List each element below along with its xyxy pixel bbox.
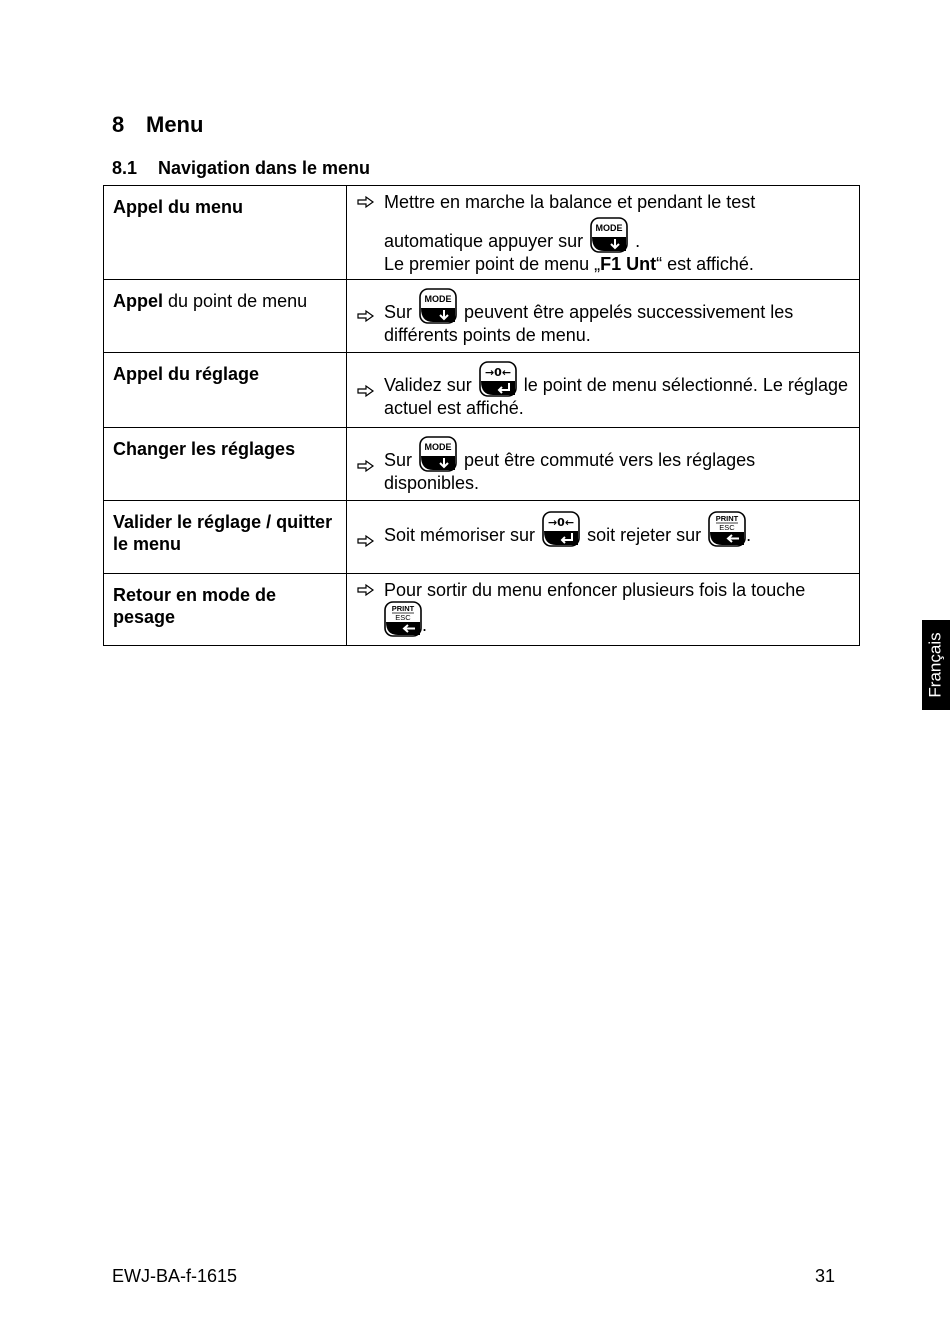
row-text-bold: F1 Unt (600, 254, 657, 274)
hollow-arrow-icon (356, 195, 376, 209)
tare-key-label: →0← (548, 516, 575, 529)
print-esc-key-icon (708, 511, 746, 547)
row-text: soit rejeter sur (587, 525, 702, 545)
subsection-number: 8.1 (112, 158, 138, 178)
hollow-arrow-icon (356, 384, 376, 398)
row-text: Mettre en marche la balance et pendant le test (384, 192, 756, 212)
row-text: le point de menu sélectionné. Le réglage actuel est affiché. (384, 375, 848, 418)
row-label-bold: Valider le réglage / quitter le menu (113, 512, 333, 554)
row-text: . (422, 615, 428, 635)
row-text: peuvent être appelés successivement les différents points de menu. (384, 302, 794, 345)
row-text: Sur (384, 450, 413, 470)
row-text: Sur (384, 302, 413, 322)
row-text: Validez sur (384, 375, 472, 395)
table-row (104, 574, 860, 646)
esc-key-label: ESC (395, 613, 411, 622)
document-code: EWJ-BA-f-1615 (112, 1266, 238, 1286)
print-esc-key-icon (384, 601, 422, 637)
row-label-bold: Appel (113, 291, 164, 311)
row-description (347, 186, 860, 280)
row-description (347, 280, 860, 353)
hollow-arrow-icon (356, 534, 376, 548)
menu-navigation-table (103, 185, 860, 646)
mode-key-label: MODE (424, 294, 452, 304)
row-text: Le premier point de menu „ (384, 254, 601, 274)
print-key-label: PRINT (391, 604, 415, 613)
row-label-rest: du point de menu (163, 291, 308, 311)
row-text: Soit mémoriser sur (384, 525, 536, 545)
table-row (104, 353, 860, 428)
section-heading (112, 112, 203, 138)
row-description (347, 428, 860, 501)
row-label (104, 353, 347, 428)
row-description (347, 353, 860, 428)
language-tab (922, 620, 950, 710)
hollow-arrow-icon (356, 459, 376, 473)
section-number: 8 (112, 112, 125, 137)
tare-enter-key-icon (542, 511, 580, 547)
esc-key-label: ESC (719, 523, 735, 532)
mode-key-icon (419, 288, 457, 324)
table-row (104, 501, 860, 574)
row-label-bold: Appel du réglage (113, 364, 260, 384)
row-label (104, 574, 347, 646)
row-text: “ est affiché. (656, 254, 754, 274)
table-row (104, 428, 860, 501)
row-text: Pour sortir du menu enfoncer plusieurs fois la touche (384, 580, 806, 600)
table-row (104, 186, 860, 280)
mode-key-label: MODE (424, 442, 452, 452)
row-text: automatique appuyer sur (384, 231, 584, 251)
row-label (104, 280, 347, 353)
table-row (104, 280, 860, 353)
mode-key-icon (590, 217, 628, 253)
row-description (347, 501, 860, 574)
row-label-bold: Appel du menu (113, 197, 243, 217)
row-label (104, 186, 347, 280)
mode-key-icon (419, 436, 457, 472)
row-text: . (635, 231, 641, 251)
tare-key-label: →0← (484, 366, 511, 379)
print-key-label: PRINT (715, 514, 739, 523)
row-label-bold: Retour en mode de pesage (113, 585, 277, 627)
row-description (347, 574, 860, 646)
row-label-bold: Changer les réglages (113, 439, 296, 459)
mode-key-label: MODE (595, 223, 623, 233)
tare-enter-key-icon (479, 361, 517, 397)
hollow-arrow-icon (356, 309, 376, 323)
language-tab-label: Français (926, 632, 945, 698)
subsection-heading (112, 158, 370, 179)
row-text: . (746, 525, 752, 545)
row-label (104, 428, 347, 501)
row-text: peut être commuté vers les réglages disponibles. (384, 450, 756, 493)
page-number: 31 (815, 1266, 836, 1286)
hollow-arrow-icon (356, 583, 376, 597)
row-label (104, 501, 347, 574)
section-title: Menu (146, 112, 204, 137)
subsection-title: Navigation dans le menu (158, 158, 371, 178)
